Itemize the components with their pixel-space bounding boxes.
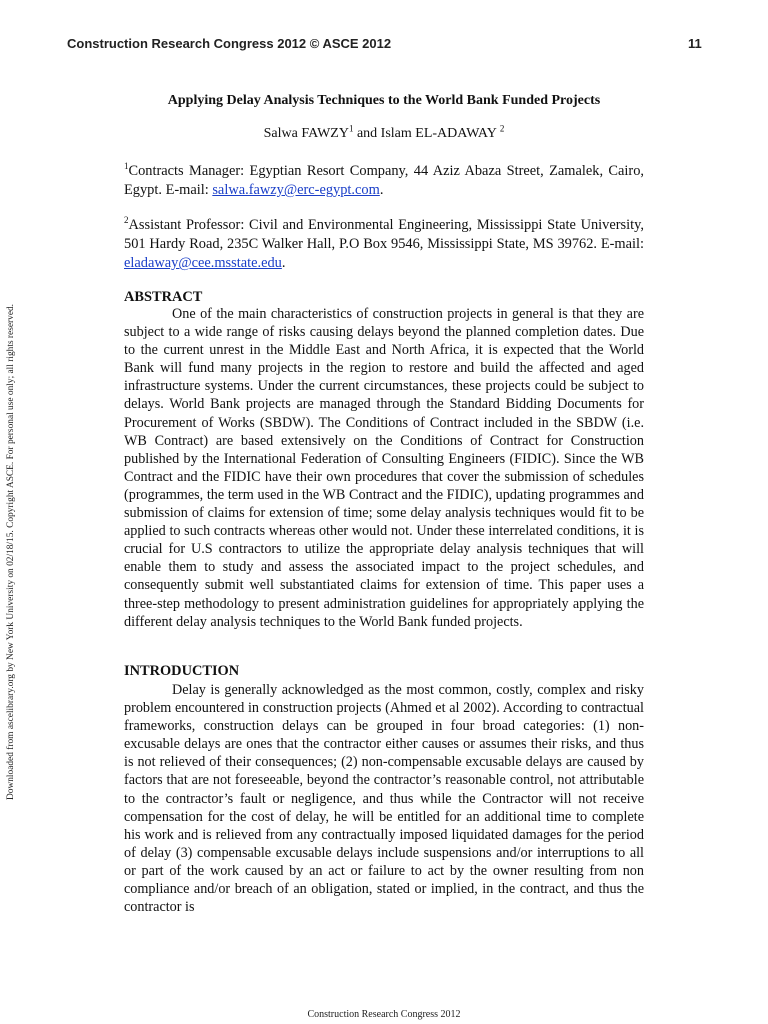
running-header: Construction Research Congress 2012 © ASCE 2012 [67, 36, 392, 51]
affiliation-2-email-link[interactable]: eladaway@cee.msstate.edu [124, 255, 282, 271]
introduction-paragraph: Delay is generally acknowledged as the most common, costly, complex and risky problem encountered in construction projects (Ahmed et al 2002). According to contractual frameworks, construction delays can be grouped in four broad categories: (1) non-excusable delays are ones that the contractor either causes or assumes their risks, and thus is not relieved of their consequences; (2) non-compensable excusable delays are caused by factors that are not foreseeable, beyond the contractor’s reasonable control, not attributable to the contractor’s fault or negligence, and thus while the Contractor will not receive compensation for the cost of delay, he will be entitled for an additional time to complete his work and is relieved from any contractually imposed liquidated damages for the period of delay (3) compensable excusable delays include suspensions and/or interruptions to all or part of the work caused by an act or failure to act by the owner resulting from non compliance and/or breach of an obligation, stated or implied, in the contract, and thus the contractor is [124, 682, 644, 916]
affiliation-1-email-link[interactable]: salwa.fawzy@erc-egypt.com [212, 182, 380, 198]
affiliation-1 [124, 162, 644, 200]
author-1: Salwa FAWZY [263, 126, 349, 141]
affiliation-2-mark: 2 [124, 215, 129, 226]
author-line [124, 123, 644, 142]
abstract-paragraph: One of the main characteristics of construction projects in general is that they are subject to a wide range of risks causing delays beyond the planned completion dates. Due to the current unrest in the Middle East and North Africa, it is expected that the World Bank will fund many projects in the region to restore and build the affected and aged infrastructure systems. Under the current circumstances, these projects could be subject to delays. World Bank projects are managed through the Standard Bidding Documents for Procurement of Works (SBDW). The Conditions of Contract included in the SBDW (i.e. WB Contract) are based extensively on the Conditions of Contract for Construction published by the International Federation of Consulting Engineers (FIDIC). Since the WB Contract and the FIDIC have their own procedures that cover the submission of schedules (programmes, the term used in the WB Contract and the FIDIC), updating programmes and submission of claims for extension of time; some delay analysis techniques would fit to be applied to such contracts whereas other would not. Under these interrelated conditions, it is crucial for U.S contractors to utilize the appropriate delay analysis techniques that will enable them to study and assess the associated impact to the project schedules, and consequently submit well substantiated claims for extension of time. This paper uses a three-step methodology to present administration guidelines for appropriately applying the different delay analysis techniques to the World Bank funded projects. [124, 306, 644, 630]
affiliation-1-text: Contracts Manager: Egyptian Resort Company, 44 Aziz Abaza Street, Zamalek, Cairo, Egypt. E-mail: [124, 163, 644, 198]
author-1-affiliation-mark: 1 [348, 123, 354, 134]
introduction-heading: INTRODUCTION [124, 663, 240, 679]
author-2-affiliation-mark: 2 [499, 123, 505, 134]
abstract-heading: ABSTRACT [124, 289, 203, 305]
page-footer: Construction Research Congress 2012 [307, 1009, 461, 1020]
affiliation-1-period: . [379, 182, 384, 198]
paper-title: Applying Delay Analysis Techniques to the World Bank Funded Projects [167, 93, 601, 108]
affiliation-2 [124, 216, 644, 273]
affiliation-1-mark: 1 [124, 161, 129, 172]
affiliation-2-text: Assistant Professor: Civil and Environmental Engineering, Mississippi State University, 501 Hardy Road, 235C Walker Hall, P.O Box 9546, Mississippi State, MS 39762. E-mail: [124, 217, 644, 252]
download-notice: Downloaded from ascelibrary.org by New York University on 02/18/15. Copyright ASCE. For personal use only; all rights reserved. [6, 303, 16, 800]
affiliation-2-period: . [281, 255, 286, 271]
page-number: 11 [688, 36, 702, 51]
author-separator: and Islam EL-ADAWAY [353, 126, 500, 141]
